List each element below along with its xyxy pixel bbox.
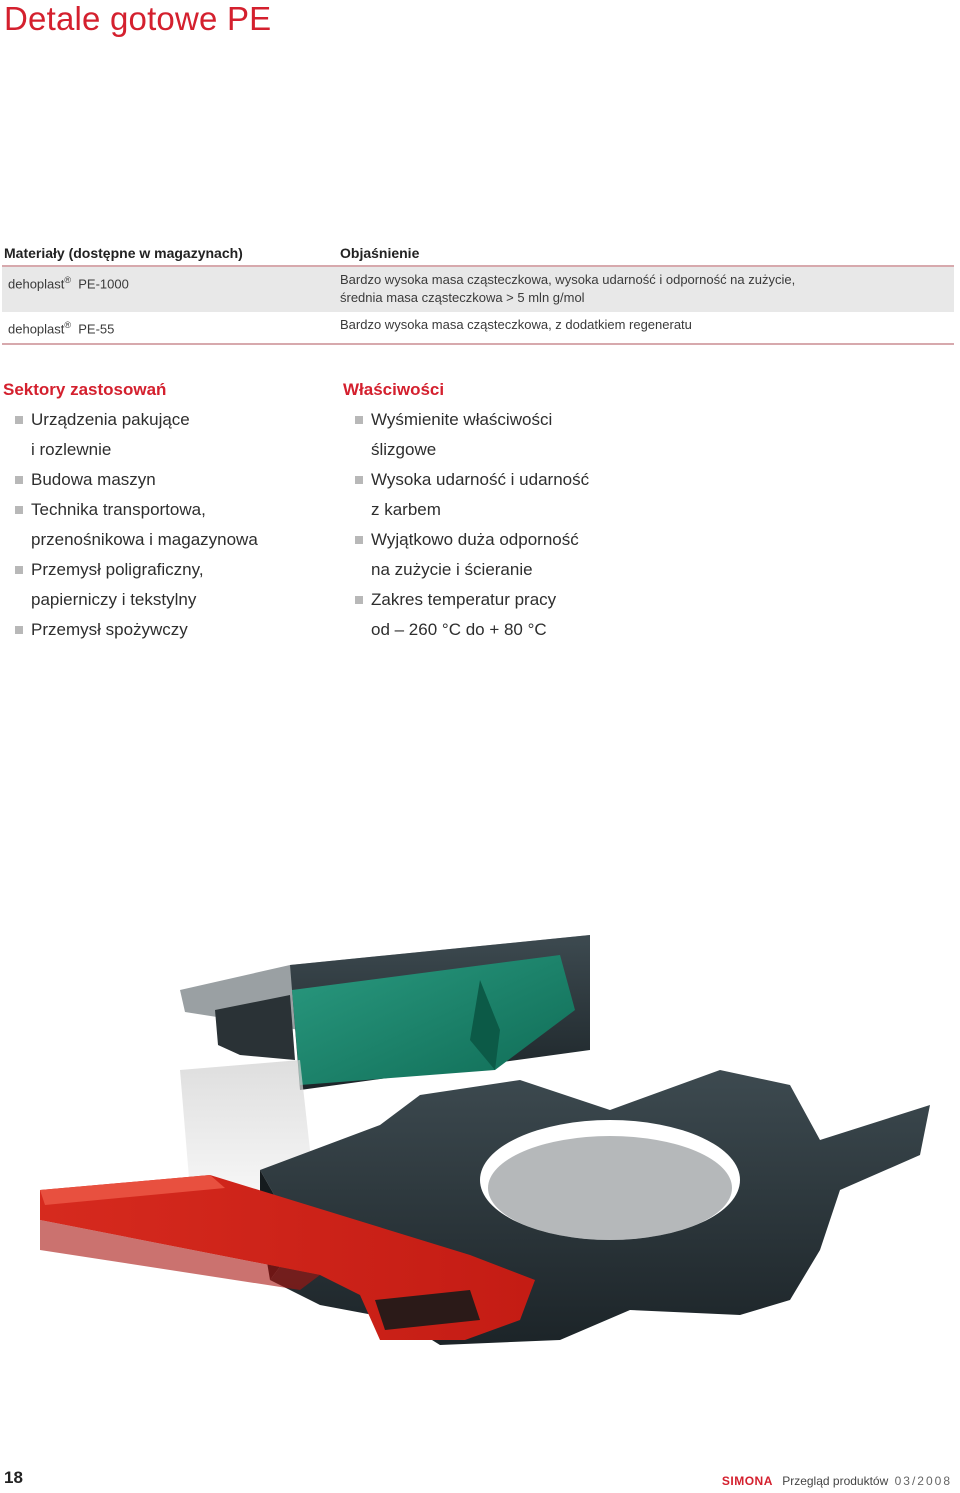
list-item: ślizgowe bbox=[371, 440, 437, 459]
square-bullet-icon bbox=[15, 566, 23, 574]
applications-list bbox=[3, 405, 301, 645]
square-bullet-icon bbox=[355, 476, 363, 484]
explanation-cell bbox=[340, 266, 954, 312]
brand-logo: SIMONA bbox=[721, 1474, 773, 1488]
list-item: Budowa maszyn bbox=[3, 465, 301, 495]
properties-heading: Właściwości bbox=[343, 380, 445, 399]
star-wheel-part bbox=[260, 1070, 930, 1345]
product-photo bbox=[0, 920, 960, 1460]
material-cell bbox=[2, 312, 340, 344]
material-cell bbox=[2, 266, 340, 312]
square-bullet-icon bbox=[15, 506, 23, 514]
list-item: od – 260 °C do + 80 °C bbox=[371, 620, 547, 639]
table-row bbox=[2, 312, 954, 344]
list-item: przenośnikowa i magazynowa bbox=[31, 530, 258, 549]
material-grade: PE-1000 bbox=[78, 276, 129, 292]
material-name: dehoplast bbox=[8, 276, 65, 292]
square-bullet-icon bbox=[355, 536, 363, 544]
table-row bbox=[2, 266, 954, 312]
explanation-line: Bardzo wysoka masa cząsteczkowa, wysoka udarność i odporność na zużycie, bbox=[340, 272, 796, 287]
registered-mark: ® bbox=[64, 320, 72, 330]
explanation-line: Bardzo wysoka masa cząsteczkowa, z dodatkiem regeneratu bbox=[340, 317, 692, 332]
square-bullet-icon bbox=[355, 416, 363, 424]
applications-heading: Sektory zastosowań bbox=[3, 380, 167, 399]
list-item: Wysoka udarność i udarność bbox=[343, 465, 641, 495]
materials-table bbox=[2, 242, 954, 345]
table-header-explanation: Objaśnienie bbox=[340, 242, 954, 266]
table-header-row bbox=[2, 242, 954, 266]
square-bullet-icon bbox=[15, 626, 23, 634]
applications-section bbox=[3, 380, 301, 645]
square-bullet-icon bbox=[15, 476, 23, 484]
publication-title: Przegląd produktów bbox=[782, 1474, 889, 1488]
list-item: Zakres temperatur pracy bbox=[343, 585, 641, 615]
issue-number: 03/2008 bbox=[894, 1474, 952, 1488]
list-item: Przemysł spożywczy bbox=[3, 615, 301, 645]
explanation-line: średnia masa cząsteczkowa > 5 mln g/mol bbox=[340, 290, 585, 305]
list-item: Urządzenia pakujące bbox=[3, 405, 301, 435]
list-item: Wyśmienite właściwości bbox=[343, 405, 641, 435]
list-item: na zużycie i ścieranie bbox=[371, 560, 533, 579]
material-grade: PE-55 bbox=[78, 321, 115, 337]
square-bullet-icon bbox=[355, 596, 363, 604]
footer-publication bbox=[722, 1474, 952, 1488]
list-item: z karbem bbox=[371, 500, 441, 519]
page-title: Detale gotowe PE bbox=[4, 0, 272, 37]
list-item: Wyjątkowo duża odporność bbox=[343, 525, 641, 555]
table-header-materials: Materiały (dostępne w magazynach) bbox=[2, 242, 340, 266]
properties-section bbox=[343, 380, 641, 645]
explanation-cell bbox=[340, 312, 954, 344]
list-item: papierniczy i tekstylny bbox=[31, 590, 197, 609]
registered-mark: ® bbox=[64, 275, 72, 285]
properties-list bbox=[343, 405, 641, 645]
square-bullet-icon bbox=[15, 416, 23, 424]
list-item: Technika transportowa, bbox=[3, 495, 301, 525]
list-item: i rozlewnie bbox=[31, 440, 112, 459]
material-name: dehoplast bbox=[8, 321, 65, 337]
list-item: Przemysł poligraficzny, bbox=[3, 555, 301, 585]
page-number: 18 bbox=[4, 1468, 23, 1487]
